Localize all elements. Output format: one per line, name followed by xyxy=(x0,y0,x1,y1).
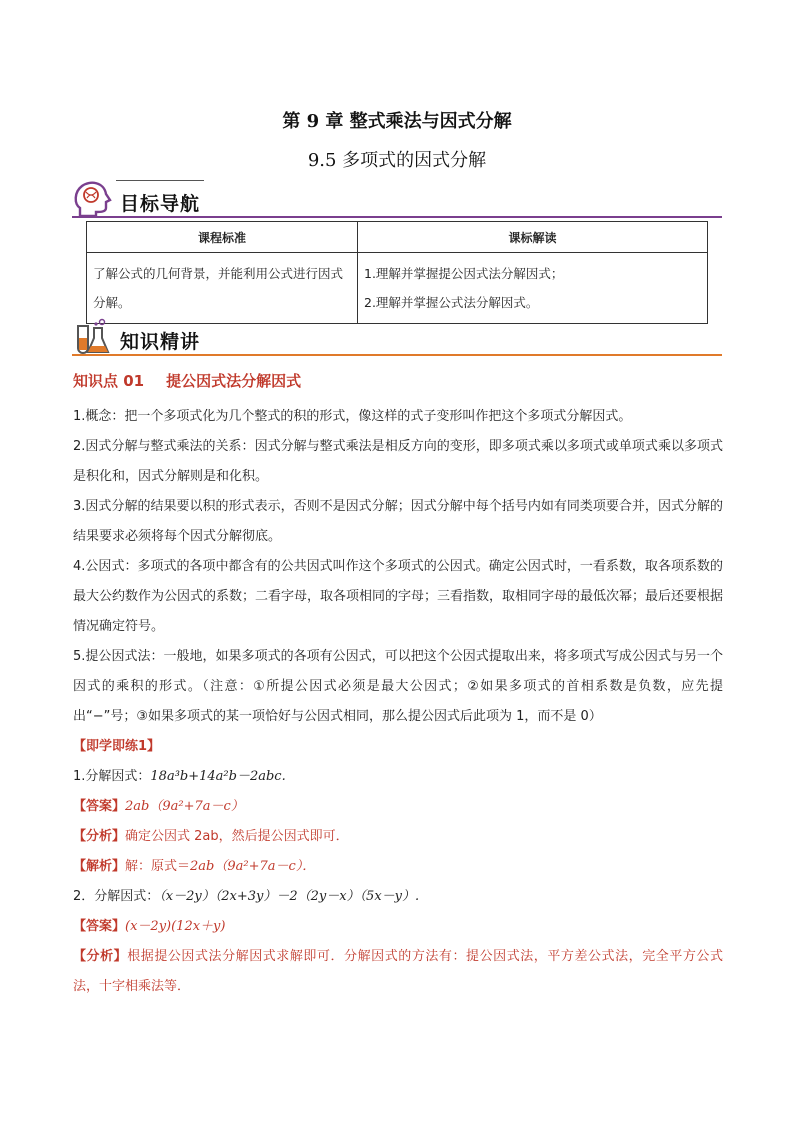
nav-banner-label: 目标导航 xyxy=(120,193,201,215)
answer-tag: 【答案】 xyxy=(73,799,126,814)
answer-tag: 【答案】 xyxy=(73,919,126,934)
banner-rule xyxy=(72,354,722,356)
question-2 xyxy=(73,882,723,912)
solution-tag: 【解析】 xyxy=(73,859,126,874)
standard-cell: 了解公式的几何背景，并能利用公式进行因式分解。 xyxy=(87,253,358,324)
nav-banner xyxy=(72,180,722,220)
solution-text: 2ab（9a²+7a－c）． xyxy=(190,859,316,874)
question-1-solution xyxy=(73,852,723,882)
section-title: 9.5 多项式的因式分解 xyxy=(307,150,487,171)
table-row xyxy=(87,253,708,324)
question-1-analysis xyxy=(73,822,723,852)
question-2-prefix: 2．分解因式： xyxy=(73,889,160,904)
question-1-prefix: 1.分解因式： xyxy=(73,769,151,784)
paragraph-concept: 1.概念：把一个多项式化为几个整式的积的形式，像这样的式子变形叫作把这个多项式分解因式。 xyxy=(73,409,632,424)
answer-text: 2ab（9a²+7a－c） xyxy=(125,799,244,814)
brain-head-icon xyxy=(72,180,112,218)
banner-rule xyxy=(72,216,722,218)
solution-prefix: 解：原式＝ xyxy=(125,859,191,874)
interpretation-cell xyxy=(358,253,708,324)
question-1-answer xyxy=(73,792,723,822)
paragraph-result: 3.因式分解的结果要以积的形式表示，否则不是因式分解；因式分解中每个括号内如有同类项要合并，因式分解的结果要求必须将每个因式分解彻底。 xyxy=(73,499,723,544)
question-1-expression: 18a³b+14a²b－2abc. xyxy=(150,769,286,784)
paragraph-common-factor: 4.公因式：多项式的各项中都含有的公共因式叫作这个多项式的公因式。确定公因式时，一看系数，取各项系数的最大公约数作为公因式的系数；二看字母，取各项相同的字母；三看指数，取相同字母的最低次幂；最后还要根据情况确定符号。 xyxy=(73,559,724,634)
banner-top-rule xyxy=(116,180,204,181)
knowledge-banner xyxy=(72,318,722,358)
answer-text: (x－2y)(12x＋y) xyxy=(125,919,226,934)
col-header-interpretation: 课标解读 xyxy=(358,222,708,253)
analysis-tag: 【分析】 xyxy=(73,949,128,964)
chapter-title: 第 9 章 整式乘法与因式分解 xyxy=(282,111,512,132)
question-2-analysis xyxy=(73,942,723,1002)
interpretation-line-2: 2.理解并掌握公式法分解因式。 xyxy=(364,295,539,310)
question-2-answer xyxy=(73,912,723,942)
analysis-tag: 【分析】 xyxy=(73,829,126,844)
question-2-expression: （x－2y）（2x+3y）－2（2y－x）（5x－y）. xyxy=(159,889,420,904)
question-1 xyxy=(73,762,723,792)
analysis-text: 根据提公因式法分解因式求解即可．分解因式的方法有：提公因式法，平方差公式法，完全平方公式法，十字相乘法等． xyxy=(73,949,723,994)
knowledge-point-heading xyxy=(73,370,301,391)
standards-table xyxy=(86,221,708,324)
practice-heading: 【即学即练1】 xyxy=(73,739,161,754)
paragraph-extraction-method: 5.提公因式法：一般地，如果多项式的各项有公因式，可以把这个公因式提取出来，将多项式写成公因式与另一个因式的乘积的形式。（注意：①所提公因式必须是最大公因式；②如果多项式的首相系数是负数，应先提出“−”号；③如果多项式的某一项恰好与公因式相同，那么提公因式后此项为 1，而不是 0） xyxy=(73,649,723,724)
knowledge-body xyxy=(73,402,723,1002)
knowledge-banner-label: 知识精讲 xyxy=(120,331,201,353)
table-header-row xyxy=(87,222,708,253)
analysis-text: 确定公因式 2ab，然后提公因式即可． xyxy=(125,829,349,844)
knowledge-point-number: 知识点 01 xyxy=(73,372,145,390)
knowledge-point-title: 提公因式法分解因式 xyxy=(166,372,302,390)
interpretation-line-1: 1.理解并掌握提公因式法分解因式； xyxy=(364,266,564,281)
lab-flask-icon xyxy=(72,318,112,356)
paragraph-relation: 2.因式分解与整式乘法的关系：因式分解与整式乘法是相反方向的变形，即多项式乘以多项式或单项式乘以多项式是积化和，因式分解则是和化积。 xyxy=(73,439,723,484)
col-header-standard: 课程标准 xyxy=(87,222,358,253)
